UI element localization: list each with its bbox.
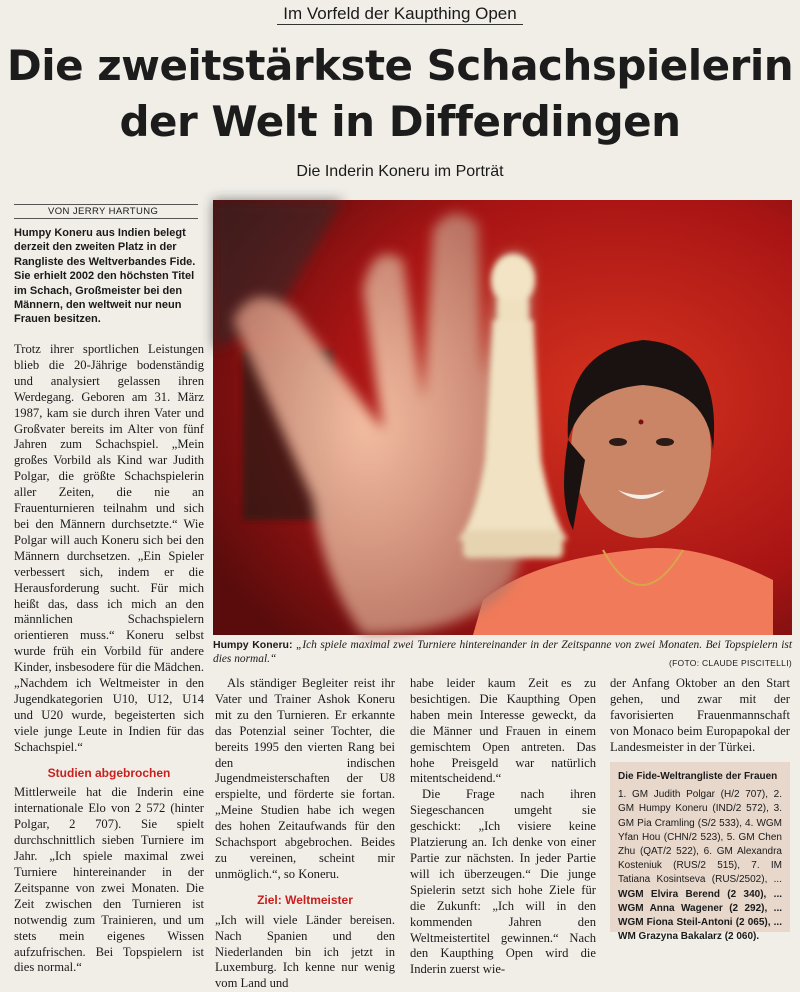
ranking-entries-bold: WGM Elvira Berend (2 340), ... WGM Anna Wagener (2 292), ... WGM Fiona Steil-Antoni (2 065), ... WM Grazyna Bakalarz (2 060). [618,888,782,943]
caption-name: Humpy Koneru: [213,639,293,651]
column-4 [610,676,790,756]
subheadline: Die Inderin Koneru im Porträt [296,163,504,180]
column-2 [215,676,395,992]
column-2-paragraph-2: „Ich will viele Länder bereisen. Nach Spanien und den Niederlanden bin ich jetzt in Luxemburg. Ich kenne nur wenig vom Land und [215,912,395,991]
column-2-subheading: Ziel: Weltmeister [257,892,353,907]
photo-illustration [213,200,792,635]
article-photo [213,200,792,635]
column-3-paragraph-1: habe leider kaum Zeit es zu besichtigen. Die Kaupthing Open haben mein Interesse geweckt, da die Männer und Frauen in einem gemischtem Open antreten. Das hohe Preisgeld war natürlich mitentscheidend.“ [410,676,596,786]
column-3-paragraph-2: Die Frage nach ihren Siegeschancen umgeht sie geschickt: „Ich visiere keine Platzierung an. Ich denke von einer Partie zur nächsten. In jeder Partie will ich überzeugen.“ Die junge Spielerin setzt sich hohe Ziele für die Zukunft: „Ich will in den kommenden Jahren den Weltmeistertitel gewinnen.“ Nach den Kaupthing Open wird die Inderin zuerst wie- [410,787,596,977]
column-1-subheading: Studien abgebrochen [47,765,171,780]
ranking-box [610,762,790,943]
column-1 [14,342,204,976]
headline [0,38,800,150]
ranking-list [618,788,782,944]
ranking-title: Die Fide-Weltrangliste der Frauen [618,771,778,782]
kicker [0,4,800,24]
byline: VON JERRY HARTUNG [14,204,198,219]
kicker-text: Im Vorfeld der Kaupthing Open [277,4,522,25]
headline-line-1: Die zweitstärkste Schachspielerin [6,41,794,90]
caption-text: „Ich spiele maximal zwei Turniere hintereinander in der Zeitspanne von zwei Monaten. Bei Topspielern ist dies normal.“ [213,639,792,665]
column-4-paragraph-1: der Anfang Oktober an den Start gehen, und zwar mit der favorisierten Frauenmannschaft von Monaco beim Europapokal der Landesmeister in der Türkei. [610,676,790,754]
headline-line-2: der Welt in Differdingen [119,97,681,146]
column-3 [410,676,596,978]
column-2-paragraph-1: Als ständiger Begleiter reist ihr Vater und Trainer Ashok Koneru mit zu den Turnieren. Er erkannte das Potenzial seiner Tochter, die bereits 1995 den vierten Rang bei den indischen Jugendmeisterschaften der U8 erspielte, und förderte sie fortan. „Meine Studien habe ich wegen des hohen Zeitaufwands für den Schachsport abgebrochen. Beides zu vereinen, scheint mir unmöglich.“, so Koneru. [215,676,395,881]
lead-paragraph: Humpy Koneru aus Indien belegt derzeit den zweiten Platz in der Rangliste des Weltverbandes Fide. Sie erhielt 2002 den höchsten Titel im Schach, Großmeister bei den Männern, den weltweit nur neun Frauen besitzen. [14,227,196,326]
photo-credit: (FOTO: CLAUDE PISCITELLI) [668,658,792,668]
column-1-paragraph-2: Mittlerweile hat die Inderin eine internationale Elo von 2 572 (hinter Polgar, 2 707). Sie spielt durchschnittlich sieben Turniere im Jahr. „Ich spiele maximal zwei Turniere hintereinander in der Zeitspanne von zwei Monaten. Die Zeit zwischen den Turnieren ist notwendig zum Trainieren, und um stets mein eigenes Wissen aufzufrischen. Bei Topspielern ist dies normal.“ [14,785,204,975]
column-1-paragraph-1: Trotz ihrer sportlichen Leistungen blieb die 20-Jährige bodenständig und analysiert gelassen ihren Werdegang. Geboren am 31. März 1987, kam sie durch ihren Vater und Großvater bereits im Alter von fünf Jahren zum Schachspiel. „Mein großes Vorbild als Kind war Judith Polgar, die größte Schachspielerin aller Zeiten, die nie an Frauenturnieren teilnahm und sich bei den Männern durchsetzte.“ Wie Polgar will auch Koneru sich bei den Männern durchsetzen. „Ein Spieler verbessert sich, indem er die Herausforderung sucht. Für mich heißt das, dass ich mich an den männlichen Schachspielern orientieren muss.“ Koneru selbst wurde früh ein Vorbild für andere Kinder, insbesodere für die Mädchen. „Nachdem ich Weltmeister in den Jugendkategorien U10, U12, U14 und U20 wurde, begeisterten sich viele junge Leute in Indien für das Schachspiel.“ [14,342,204,754]
ranking-entries: 1. GM Judith Polgar (H/2 707), 2. GM Humpy Koneru (IND/2 572), 3. GM Pia Cramling (S/2 533), 4. WGM Yfan Hou (CHN/2 523), 5. GM Chen Zhu (QAT/2 522), 6. GM Alexandra Kosteniuk (RUS/2 515), 7. IM Tatiana Kosintseva (RUS/2502), ... [618,789,782,886]
